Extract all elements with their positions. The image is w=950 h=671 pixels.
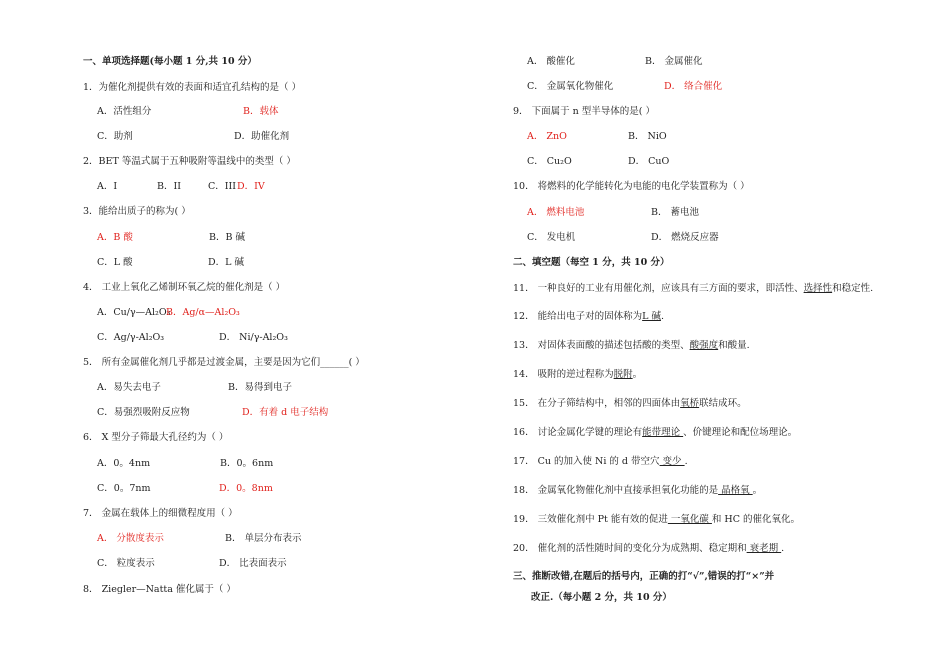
q11-text-after: 和稳定性. — [832, 283, 874, 294]
q3-option-d: D．L 碱 — [208, 257, 244, 268]
q9-option-b: B． NiO — [628, 131, 667, 142]
question-11 — [513, 283, 873, 295]
question-2-stem: 2．BET 等温式属于五种吸附等温线中的类型（ ） — [83, 156, 296, 167]
q17-text-before: 17． Cu 的加入使 Ni 的 d 带空穴 — [513, 456, 660, 467]
q10-option-d: D． 燃烧反应器 — [651, 232, 719, 243]
q7-option-d: D． 比表面表示 — [219, 558, 287, 569]
q10-option-b: B． 蓄电池 — [651, 207, 700, 218]
q11-answer: 选择性 — [803, 283, 833, 294]
q11-text-before: 11． 一种良好的工业有用催化剂，应该具有三方面的要求，即活性、 — [513, 283, 804, 294]
q14-text-before: 14． 吸附的逆过程称为 — [513, 369, 614, 380]
q20-answer: 衰老期 — [746, 543, 782, 554]
q4-option-d: D． Ni/γ-Al₂O₃ — [219, 332, 288, 343]
q1-option-c: C．助剂 — [97, 131, 133, 142]
q15-text-before: 15． 在分子筛结构中，相邻的四面体由 — [513, 398, 681, 409]
q4-option-c: C．Ag/γ-Al₂O₃ — [97, 332, 165, 343]
q2-option-b: B．II — [157, 181, 181, 192]
q8-option-c: C． 金属氧化物催化 — [527, 81, 614, 92]
question-6-stem: 6． X 型分子筛最大孔径约为（ ） — [83, 432, 229, 443]
q16-text-before: 16． 讨论金属化学键的理论有 — [513, 427, 643, 438]
question-19 — [513, 514, 800, 526]
q9-option-a: A． ZnO — [527, 131, 567, 142]
q2-option-d: D．IV — [237, 181, 265, 192]
q16-text-after: 、价键理论和配位场理论。 — [683, 427, 798, 438]
q13-answer: 酸强度 — [689, 340, 719, 351]
q8-option-d: D． 络合催化 — [664, 81, 723, 92]
question-4-stem: 4． 工业上氧化乙烯制环氧乙烷的催化剂是（ ） — [83, 282, 286, 293]
q6-option-a: A．0。4nm — [97, 458, 151, 469]
q4-option-a: A．Cu/γ—Al₂O₃ — [97, 307, 171, 318]
question-7-stem: 7． 金属在载体上的细微程度用（ ） — [83, 508, 238, 519]
q12-answer: L 碱 — [642, 311, 661, 322]
question-3-stem: 3．能给出质子的称为( ） — [83, 206, 191, 217]
q18-text-after: 。 — [752, 485, 763, 496]
q7-option-a: A． 分散度表示 — [97, 533, 164, 544]
question-5-stem: 5． 所有金属催化剂几乎都是过渡金属，主要是因为它们______( ） — [83, 357, 365, 368]
q2-option-c: C．III — [208, 181, 237, 192]
section-3-title-line-2: 改正.（每小题 2 分，共 10 分） — [531, 592, 672, 603]
q10-option-c: C． 发电机 — [527, 232, 576, 243]
q19-text-after: 和 HC 的催化氧化。 — [711, 514, 800, 525]
question-14 — [513, 369, 642, 381]
q19-answer: 一氧化碳 — [667, 514, 712, 525]
q4-option-b: B．Ag/α—Al₂O₃ — [166, 307, 240, 318]
q19-text-before: 19． 三效催化剂中 Pt 能有效的促进 — [513, 514, 668, 525]
q8-option-a: A． 酸催化 — [527, 56, 575, 67]
question-18 — [513, 485, 762, 497]
q14-answer: 脱附 — [613, 369, 633, 380]
q5-option-a: A．易失去电子 — [97, 382, 161, 393]
question-12 — [513, 311, 664, 323]
q20-text-after: . — [781, 543, 785, 554]
q7-option-c: C． 粒度表示 — [97, 558, 155, 569]
q18-text-before: 18． 金属氧化物催化剂中直接承担氧化功能的是 — [513, 485, 719, 496]
q5-option-d: D．有着 d 电子结构 — [242, 407, 329, 418]
q17-text-after: . — [684, 456, 688, 467]
q6-option-c: C．0。7nm — [97, 483, 151, 494]
q13-text-before: 13． 对固体表面酸的描述包括酸的类型、 — [513, 340, 690, 351]
question-13 — [513, 340, 750, 352]
q3-option-c: C．L 酸 — [97, 257, 133, 268]
question-16 — [513, 427, 797, 439]
q16-answer: 能带理论 — [642, 427, 684, 438]
section-3-title-line-1: 三、推断改错,在题后的括号内，正确的打“√”,错误的打“×”并 — [513, 571, 775, 582]
q20-text-before: 20． 催化剂的活性随时间的变化分为成熟期、稳定期和 — [513, 543, 747, 554]
section-1-title: 一、单项选择题(每小题 1 分,共 10 分） — [83, 56, 257, 67]
question-8-stem: 8． Ziegler—Natta 催化属于（ ） — [83, 584, 236, 595]
q15-text-after: 联结成环。 — [699, 398, 747, 409]
question-10-stem: 10． 将燃料的化学能转化为电能的电化学装置称为（ ） — [513, 181, 750, 192]
q6-option-b: B．0。6nm — [220, 458, 274, 469]
q3-option-a: A．B 酸 — [97, 232, 133, 243]
question-15 — [513, 398, 747, 410]
q9-option-c: C． Cu₂O — [527, 156, 572, 167]
q8-option-b: B． 金属催化 — [645, 56, 703, 67]
q1-option-b: B．载体 — [243, 106, 279, 117]
q13-text-after: 和酸量. — [718, 340, 750, 351]
q3-option-b: B．B 碱 — [209, 232, 245, 243]
q12-text-before: 12． 能给出电子对的固体称为 — [513, 311, 643, 322]
question-20 — [513, 543, 784, 555]
question-9-stem: 9． 下面属于 n 型半导体的是( ） — [513, 106, 655, 117]
q15-answer: 氧桥 — [680, 398, 700, 409]
q1-option-a: A．活性组分 — [97, 106, 152, 117]
section-2-title: 二、填空题（每空 1 分，共 10 分） — [513, 257, 670, 268]
q14-text-after: 。 — [632, 369, 643, 380]
q10-option-a: A． 燃料电池 — [527, 207, 585, 218]
question-17 — [513, 456, 688, 468]
q12-text-after: . — [660, 311, 664, 322]
q17-answer: 变少 — [659, 456, 685, 467]
q9-option-d: D． CuO — [628, 156, 670, 167]
q18-answer: 晶格氧 — [718, 485, 753, 496]
q5-option-c: C．易强烈吸附反应物 — [97, 407, 190, 418]
q2-option-a: A．I — [97, 181, 118, 192]
question-1-stem: 1．为催化剂提供有效的表面和适宜孔结构的是（ ） — [83, 82, 302, 93]
q5-option-b: B．易得到电子 — [228, 382, 292, 393]
q7-option-b: B． 单层分布表示 — [225, 533, 302, 544]
q6-option-d: D．0。8nm — [219, 483, 273, 494]
q1-option-d: D．助催化剂 — [234, 131, 290, 142]
